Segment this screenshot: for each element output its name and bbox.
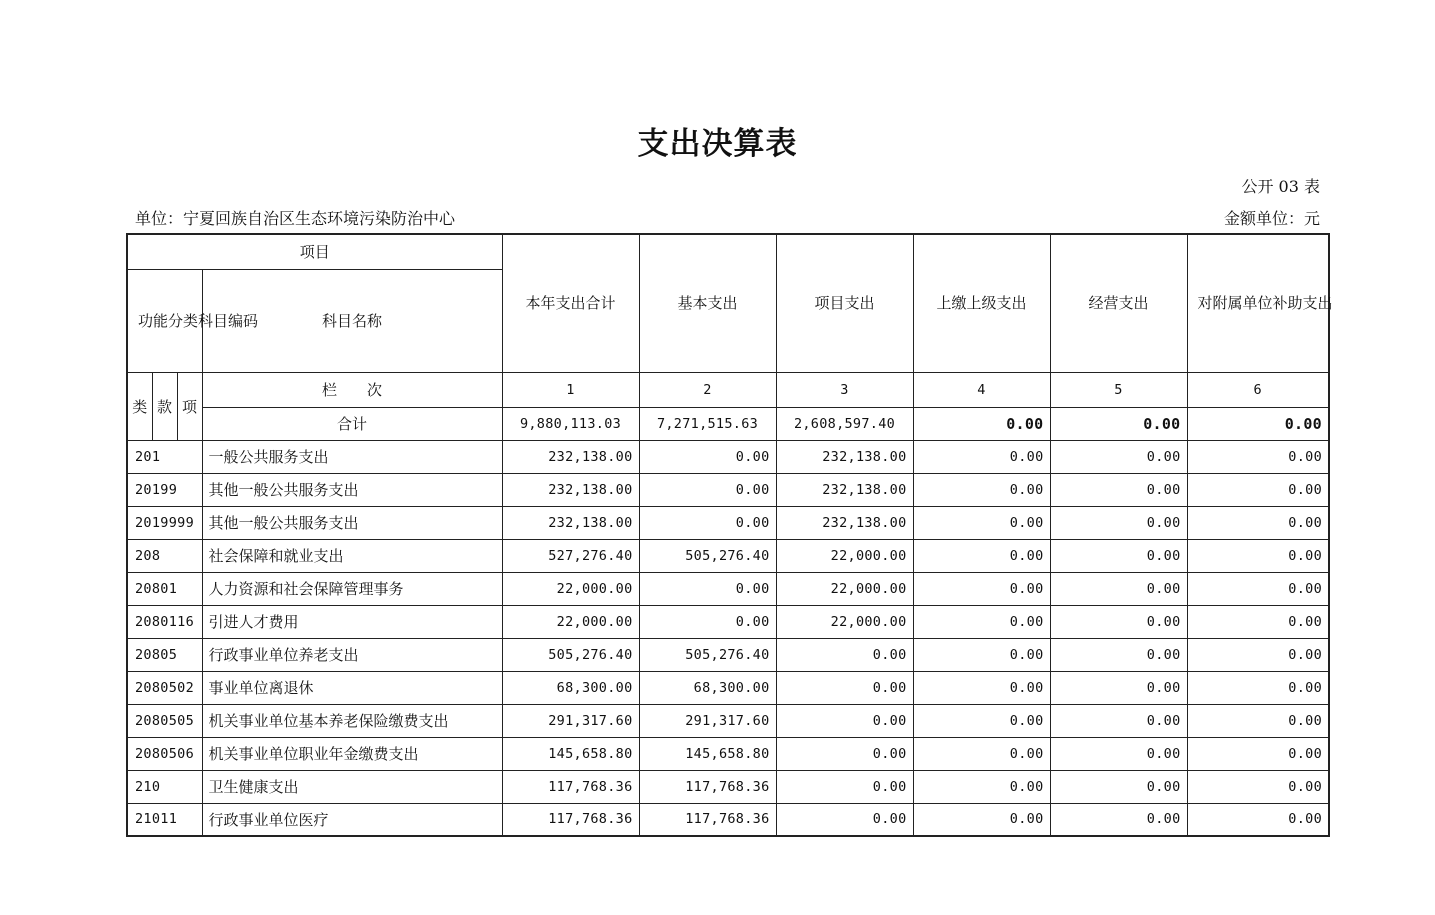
total-value: 0.00 xyxy=(913,407,1050,440)
row-name: 行政事业单位养老支出 xyxy=(202,638,502,671)
row-value: 22,000.00 xyxy=(776,539,913,572)
row-code: 2080502 xyxy=(127,671,202,704)
row-value: 0.00 xyxy=(913,671,1050,704)
row-value: 0.00 xyxy=(1050,539,1187,572)
row-value: 0.00 xyxy=(1187,737,1329,770)
row-value: 0.00 xyxy=(1050,440,1187,473)
row-value: 0.00 xyxy=(776,803,913,836)
row-value: 0.00 xyxy=(639,506,776,539)
table-row xyxy=(127,605,1329,638)
row-name: 其他一般公共服务支出 xyxy=(202,506,502,539)
total-value: 0.00 xyxy=(1050,407,1187,440)
table-row xyxy=(127,473,1329,506)
row-value: 0.00 xyxy=(1187,671,1329,704)
row-value: 0.00 xyxy=(913,572,1050,605)
header-col-4: 上缴上级支出 xyxy=(913,234,1050,372)
row-value: 0.00 xyxy=(913,770,1050,803)
total-value: 2,608,597.40 xyxy=(776,407,913,440)
row-value: 0.00 xyxy=(1050,506,1187,539)
row-value: 232,138.00 xyxy=(502,473,639,506)
row-code: 2080116 xyxy=(127,605,202,638)
header-col-3: 项目支出 xyxy=(776,234,913,372)
table-row xyxy=(127,638,1329,671)
row-code: 2019999 xyxy=(127,506,202,539)
row-code: 2080506 xyxy=(127,737,202,770)
col-number: 4 xyxy=(913,372,1050,407)
row-value: 117,768.36 xyxy=(502,803,639,836)
row-value: 291,317.60 xyxy=(639,704,776,737)
row-value: 145,658.80 xyxy=(639,737,776,770)
row-name: 机关事业单位基本养老保险缴费支出 xyxy=(202,704,502,737)
col-number: 2 xyxy=(639,372,776,407)
row-value: 232,138.00 xyxy=(776,440,913,473)
unit-label: 单位：宁夏回族自治区生态环境污染防治中心 xyxy=(135,209,456,228)
row-value: 0.00 xyxy=(913,803,1050,836)
total-value: 0.00 xyxy=(1187,407,1329,440)
row-value: 0.00 xyxy=(913,704,1050,737)
total-value: 7,271,515.63 xyxy=(639,407,776,440)
row-code: 2080505 xyxy=(127,704,202,737)
row-value: 232,138.00 xyxy=(776,506,913,539)
row-value: 0.00 xyxy=(776,671,913,704)
row-code: 20805 xyxy=(127,638,202,671)
row-value: 232,138.00 xyxy=(776,473,913,506)
row-value: 22,000.00 xyxy=(502,572,639,605)
row-value: 0.00 xyxy=(1050,737,1187,770)
page-title: 支出决算表 xyxy=(637,126,798,162)
header-col-5: 经营支出 xyxy=(1050,234,1187,372)
col-number: 1 xyxy=(502,372,639,407)
table-row xyxy=(127,572,1329,605)
currency-label: 金额单位：元 xyxy=(1223,209,1320,228)
row-name: 社会保障和就业支出 xyxy=(202,539,502,572)
row-value: 0.00 xyxy=(913,440,1050,473)
row-value: 232,138.00 xyxy=(502,506,639,539)
row-value: 0.00 xyxy=(1187,473,1329,506)
col-number: 6 xyxy=(1187,372,1329,407)
header-col-2: 基本支出 xyxy=(639,234,776,372)
row-value: 0.00 xyxy=(913,473,1050,506)
row-value: 0.00 xyxy=(913,638,1050,671)
row-name: 人力资源和社会保障管理事务 xyxy=(202,572,502,605)
row-code: 20199 xyxy=(127,473,202,506)
row-value: 0.00 xyxy=(776,770,913,803)
row-value: 0.00 xyxy=(776,638,913,671)
row-value: 0.00 xyxy=(1187,638,1329,671)
form-id: 公开 03 表 xyxy=(1241,177,1320,196)
row-value: 0.00 xyxy=(913,506,1050,539)
table-row xyxy=(127,671,1329,704)
row-value: 0.00 xyxy=(1050,803,1187,836)
row-value: 68,300.00 xyxy=(502,671,639,704)
row-name: 事业单位离退休 xyxy=(202,671,502,704)
row-name: 其他一般公共服务支出 xyxy=(202,473,502,506)
row-value: 505,276.40 xyxy=(502,638,639,671)
header-xiang: 项 xyxy=(177,372,202,440)
col-number: 3 xyxy=(776,372,913,407)
row-value: 117,768.36 xyxy=(639,770,776,803)
row-value: 0.00 xyxy=(913,605,1050,638)
header-kuan: 款 xyxy=(152,372,177,440)
row-code: 201 xyxy=(127,440,202,473)
row-value: 527,276.40 xyxy=(502,539,639,572)
row-value: 0.00 xyxy=(639,440,776,473)
row-value: 0.00 xyxy=(1187,605,1329,638)
row-value: 0.00 xyxy=(1187,572,1329,605)
row-value: 0.00 xyxy=(913,539,1050,572)
row-value: 0.00 xyxy=(776,704,913,737)
table-row xyxy=(127,770,1329,803)
row-value: 0.00 xyxy=(913,737,1050,770)
row-value: 232,138.00 xyxy=(502,440,639,473)
header-func-code: 功能分类科目编码 xyxy=(127,269,202,372)
table-row xyxy=(127,704,1329,737)
row-name: 机关事业单位职业年金缴费支出 xyxy=(202,737,502,770)
row-code: 210 xyxy=(127,770,202,803)
row-value: 505,276.40 xyxy=(639,539,776,572)
header-project: 项目 xyxy=(127,234,502,269)
row-value: 145,658.80 xyxy=(502,737,639,770)
row-code: 21011 xyxy=(127,803,202,836)
row-code: 208 xyxy=(127,539,202,572)
row-value: 0.00 xyxy=(1187,803,1329,836)
row-value: 117,768.36 xyxy=(502,770,639,803)
row-value: 68,300.00 xyxy=(639,671,776,704)
col-number: 5 xyxy=(1050,372,1187,407)
table-row xyxy=(127,803,1329,836)
header-col-1: 本年支出合计 xyxy=(502,234,639,372)
row-value: 0.00 xyxy=(776,737,913,770)
row-value: 0.00 xyxy=(639,572,776,605)
row-value: 0.00 xyxy=(1050,671,1187,704)
total-value: 9,880,113.03 xyxy=(502,407,639,440)
expenditure-table xyxy=(126,233,1333,837)
row-name: 行政事业单位医疗 xyxy=(202,803,502,836)
table-row xyxy=(127,440,1329,473)
header-lei: 类 xyxy=(127,372,152,440)
total-label: 合计 xyxy=(202,407,502,440)
table-row xyxy=(127,737,1329,770)
row-value: 0.00 xyxy=(1187,506,1329,539)
table-row xyxy=(127,506,1329,539)
row-value: 0.00 xyxy=(1050,770,1187,803)
header-col-6: 对附属单位补助支出 xyxy=(1187,234,1329,372)
header-subject-name: 科目名称 xyxy=(202,269,502,372)
row-value: 0.00 xyxy=(1050,704,1187,737)
header-lanci: 栏 次 xyxy=(202,372,502,407)
row-value: 0.00 xyxy=(639,473,776,506)
row-value: 22,000.00 xyxy=(776,572,913,605)
row-value: 0.00 xyxy=(1050,473,1187,506)
row-name: 一般公共服务支出 xyxy=(202,440,502,473)
row-value: 0.00 xyxy=(1050,605,1187,638)
row-value: 0.00 xyxy=(1050,638,1187,671)
row-value: 0.00 xyxy=(1187,539,1329,572)
row-name: 卫生健康支出 xyxy=(202,770,502,803)
row-value: 291,317.60 xyxy=(502,704,639,737)
row-code: 20801 xyxy=(127,572,202,605)
row-value: 505,276.40 xyxy=(639,638,776,671)
row-value: 0.00 xyxy=(639,605,776,638)
row-value: 0.00 xyxy=(1050,572,1187,605)
row-value: 0.00 xyxy=(1187,440,1329,473)
row-name: 引进人才费用 xyxy=(202,605,502,638)
row-value: 22,000.00 xyxy=(776,605,913,638)
table-row xyxy=(127,539,1329,572)
row-value: 0.00 xyxy=(1187,704,1329,737)
row-value: 0.00 xyxy=(1187,770,1329,803)
row-value: 117,768.36 xyxy=(639,803,776,836)
row-value: 22,000.00 xyxy=(502,605,639,638)
